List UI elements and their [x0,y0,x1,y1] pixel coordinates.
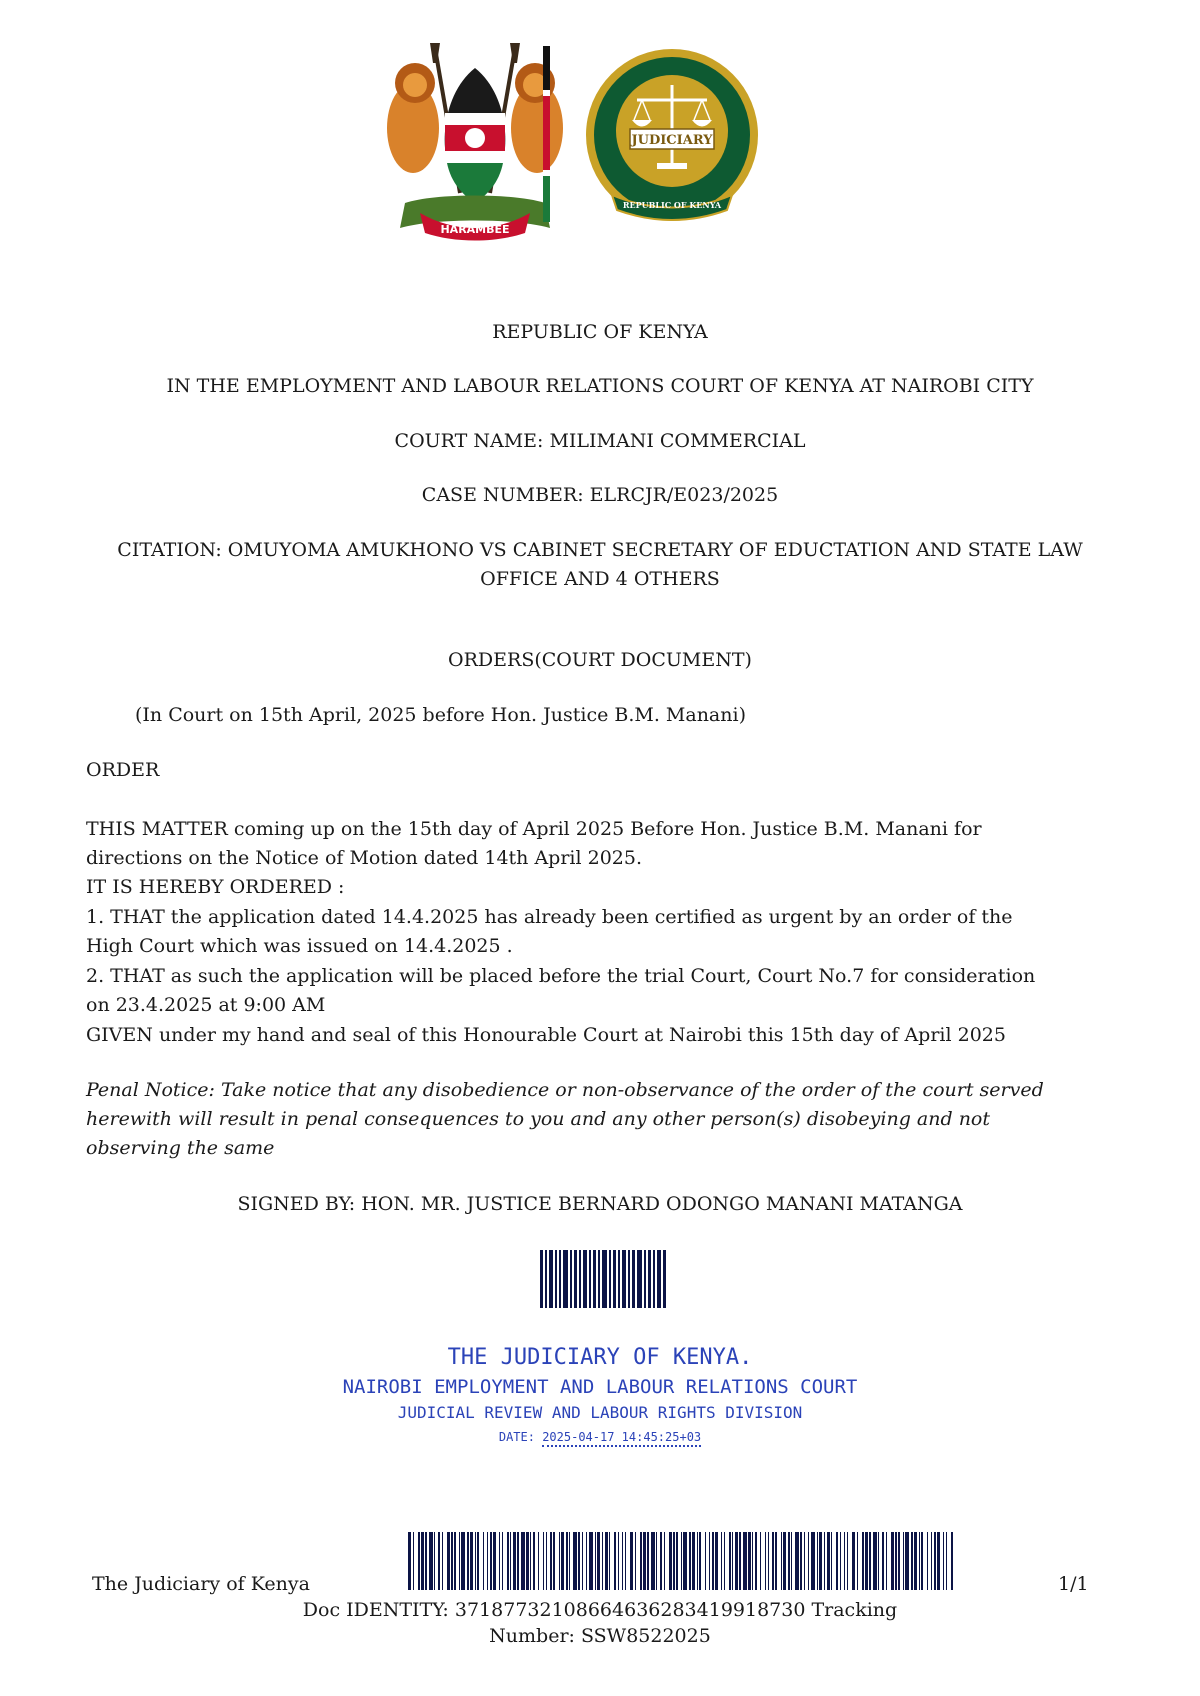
stamp-barcode-icon [540,1250,666,1308]
barcode-bar [852,1532,855,1590]
order-item-2-line-2: on 23.4.2025 at 9:00 AM [86,994,326,1016]
barcode-bar [578,1532,580,1590]
court-heading: IN THE EMPLOYMENT AND LABOUR RELATIONS COURT OF KENYA AT NAIROBI CITY [166,375,1034,397]
barcode-bar [735,1532,738,1590]
citation-line-1: CITATION: OMUYOMA AMUKHONO VS CABINET SECRETARY OF EDUCTATION AND STATE LAW [117,539,1083,561]
order-item-2-line-1: 2. THAT as such the application will be placed before the trial Court, Court No.7 for consideration [86,965,1036,987]
barcode-bar [561,1532,564,1590]
barcode-bar [760,1532,761,1590]
barcode-bar [550,1532,552,1590]
barcode-bar [538,1532,539,1590]
barcode-bar [664,1532,665,1590]
barcode-bar [595,1532,596,1590]
stamp-date [0,1429,1200,1445]
barcode-bar [530,1532,531,1590]
barcode-bar [755,1532,757,1590]
order-item-1-line-2: High Court which was issued on 14.4.2025 . [86,935,513,957]
barcode-bar [499,1532,500,1590]
barcode-bar [934,1532,936,1590]
barcode-bar [681,1532,682,1590]
barcode-bar [553,1532,555,1590]
barcode-bar [502,1532,503,1590]
barcode-bar [586,1532,587,1590]
judiciary-seal-text: JUDICIARY [631,133,713,148]
barcode-bar [752,1532,753,1590]
barcode-bar [705,1532,706,1590]
barcode-bar [434,1532,435,1590]
barcode-bar [569,1532,570,1590]
barcode-bar [895,1532,897,1590]
barcode-bar [683,1532,687,1590]
footer-page-number: 1/1 [1058,1573,1089,1595]
barcode-bar [573,1532,577,1590]
barcode-bar [669,1532,672,1590]
barcode-bar [470,1532,473,1590]
barcode-bar [836,1532,838,1590]
barcode-bar [630,1532,633,1590]
citation-line-2: OFFICE AND 4 OTHERS [480,568,720,590]
order-item-1-line-1: 1. THAT the application dated 14.4.2025 has already been certified as urgent by an order of the [86,906,1013,928]
barcode-bar [882,1532,884,1590]
barcode-bar [921,1532,923,1590]
stamp-division: JUDICIAL REVIEW AND LABOUR RIGHTS DIVISION [397,1403,803,1422]
barcode-bar [408,1532,411,1590]
barcode-bar [602,1532,603,1590]
barcode-bar [487,1532,488,1590]
barcode-bar [721,1532,722,1590]
barcode-bar [660,1532,662,1590]
penal-notice-line-3: observing the same [86,1137,275,1159]
doc-identity-line-2: Number: SSW8522025 [489,1625,711,1647]
barcode-bar [517,1532,519,1590]
barcode-bar [582,1532,583,1590]
barcode-bar [692,1532,695,1590]
barcode-bar [697,1532,698,1590]
barcode-bar [869,1532,871,1590]
barcode-bar [844,1532,845,1590]
signed-by: SIGNED BY: HON. MR. JUSTICE BERNARD ODONGO MANANI MATANGA [237,1193,963,1215]
barcode-bar [559,1532,560,1590]
barcode-bar [827,1532,830,1590]
barcode-bar [467,1532,469,1590]
barcode-bar [451,1532,453,1590]
barcode-bar [943,1532,944,1590]
barcode-bar [651,1532,655,1590]
barcode-bar [689,1532,691,1590]
barcode-bar [898,1532,900,1590]
barcode-bar [546,1532,547,1590]
barcode-bar [804,1532,805,1590]
barcode-bar [513,1532,516,1590]
barcode-bar [597,1532,600,1590]
order-para-line-1: THIS MATTER coming up on the 15th day of April 2025 Before Hon. Justice B.M. Manani for [86,818,982,840]
barcode-bar [931,1532,932,1590]
barcode-bar [454,1532,456,1590]
barcode-bar [618,1532,619,1590]
barcode-bar [919,1532,920,1590]
barcode-bar [640,1532,642,1590]
header-logos [300,18,910,263]
barcode-bar [673,1532,675,1590]
barcode-bar [847,1532,848,1590]
barcode-bar [421,1532,424,1590]
barcode-bar [911,1532,913,1590]
case-number: CASE NUMBER: ELRCJR/E023/2025 [421,484,779,506]
barcode-bar [781,1532,782,1590]
barcode-bar [891,1532,894,1590]
barcode-bar [732,1532,733,1590]
penal-notice-line-2: herewith will result in penal consequences to you and any other person(s) disobeying and not [86,1108,991,1130]
barcode-bar [951,1532,953,1590]
barcode-bar [438,1532,440,1590]
barcode-bar [768,1532,769,1590]
barcode-bar [622,1532,623,1590]
barcode-bar [543,1532,544,1590]
barcode-bar [605,1532,608,1590]
barcode-bar [878,1532,879,1590]
barcode-bar [808,1532,809,1590]
stamp-date-label: DATE: [498,1430,535,1444]
stamp-date-value: 2025-04-17 14:45:25+03 [542,1430,701,1447]
barcode-bar [886,1532,887,1590]
barcode-bar [635,1532,636,1590]
ordered-line: IT IS HEREBY ORDERED : [86,876,345,898]
barcode-bar [461,1532,465,1590]
barcode-bar [429,1532,433,1590]
barcode-bar [715,1532,718,1590]
barcode-bar [493,1532,496,1590]
barcode-bar [840,1532,841,1590]
barcode-bar [614,1532,616,1590]
barcode-bar [521,1532,525,1590]
court-name: COURT NAME: MILIMANI COMMERCIAL [394,430,806,452]
barcode-bar [873,1532,877,1590]
barcode-bar [490,1532,492,1590]
stamp-title: THE JUDICIARY OF KENYA. [447,1345,753,1370]
barcode-bar [709,1532,710,1590]
barcode-bar [712,1532,714,1590]
barcode-bar [459,1532,460,1590]
republic-heading: REPUBLIC OF KENYA [492,321,708,343]
barcode-bar [905,1532,909,1590]
barcode-bar [865,1532,868,1590]
barcode-bar [483,1532,484,1590]
barcode-bar [819,1532,822,1590]
barcode-bar [699,1532,701,1590]
barcode-bar [510,1532,511,1590]
barcode-bar [507,1532,509,1590]
barcode-bar [418,1532,420,1590]
barcode-bar [625,1532,626,1590]
barcode-bar [937,1532,940,1590]
barcode-bar [817,1532,818,1590]
barcode-bar [862,1532,864,1590]
flag-divider [543,46,550,222]
barcode-bar [729,1532,731,1590]
barcode-bar [477,1532,479,1590]
barcode-bar [656,1532,657,1590]
barcode-bar [425,1532,427,1590]
barcode-bar [442,1532,443,1590]
penal-notice-line-1: Penal Notice: Take notice that any disobedience or non-observance of the order of the court served [86,1079,1044,1101]
barcode-bar [475,1532,476,1590]
barcode-bar [824,1532,825,1590]
barcode-bar [724,1532,725,1590]
barcode-bar [903,1532,904,1590]
barcode-bar [791,1532,792,1590]
document-barcode-icon [408,1532,956,1590]
barcode-bar [447,1532,450,1590]
barcode-bar [800,1532,802,1590]
judiciary-seal-icon [582,45,762,225]
barcode-bar [857,1532,858,1590]
barcode-bar [788,1532,790,1590]
barcode-bar [413,1532,414,1590]
given-line: GIVEN under my hand and seal of this Honourable Court at Nairobi this 15th day of April 2025 [86,1024,1006,1046]
barcode-bar [647,1532,649,1590]
barcode-bar [526,1532,529,1590]
barcode-bar [748,1532,751,1590]
barcode-bar [811,1532,815,1590]
stamp-court: NAIROBI EMPLOYMENT AND LABOUR RELATIONS COURT [342,1376,858,1398]
doc-identity-line-1: Doc IDENTITY: 37187732108664636283419918730 Tracking [302,1599,898,1621]
judiciary-seal-subtext: REPUBLIC OF KENYA [622,200,722,210]
barcode-bar [643,1532,646,1590]
barcode-bar [831,1532,832,1590]
barcode-bar [589,1532,593,1590]
coat-of-arms-motto: HARAMBEE [440,223,510,236]
barcode-bar [927,1532,928,1590]
order-para-line-2: directions on the Notice of Motion dated 14th April 2025. [86,847,643,869]
barcode-bar [775,1532,777,1590]
barcode-bar [772,1532,774,1590]
barcode-bar [914,1532,917,1590]
barcode-bar [676,1532,678,1590]
barcode-bar [566,1532,568,1590]
document-type: ORDERS(COURT DOCUMENT) [448,649,752,671]
barcode-bar [795,1532,799,1590]
barcode-bar [739,1532,741,1590]
footer-left: The Judiciary of Kenya [92,1573,310,1595]
barcode-bar [783,1532,786,1590]
barcode-bar [533,1532,535,1590]
barcode-bar [946,1532,947,1590]
barcode-bar [743,1532,747,1590]
barcode-bar [765,1532,766,1590]
order-title: ORDER [86,759,160,781]
barcode-bar [609,1532,610,1590]
in-court-note: (In Court on 15th April, 2025 before Hon. Justice B.M. Manani) [135,704,746,726]
